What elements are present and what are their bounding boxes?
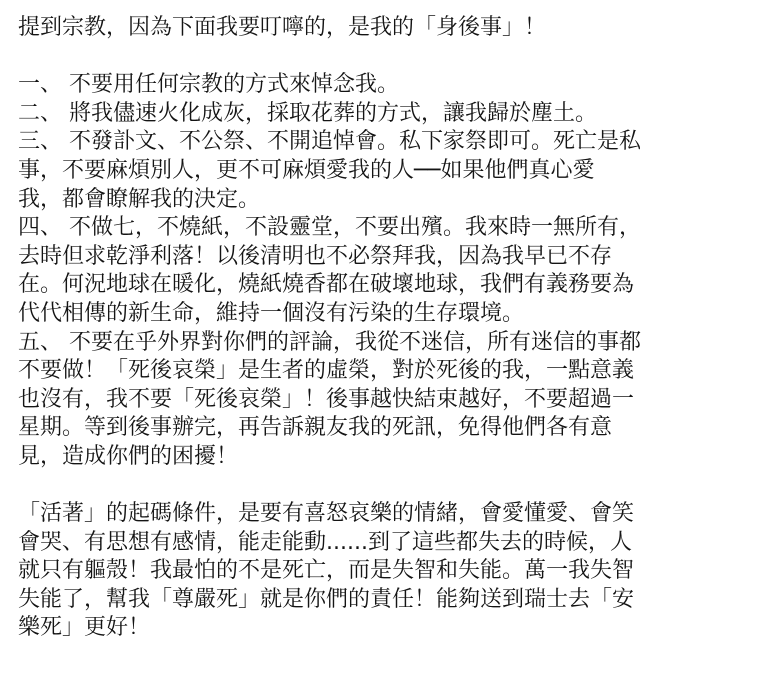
item-1 [18, 71, 746, 100]
item-line: 二、 將我儘速火化成灰，採取花葬的方式，讓我歸於塵土。 [18, 100, 597, 126]
closing-line: 樂死」更好！ [18, 615, 151, 641]
item-3 [18, 128, 746, 214]
heading: 提到宗教，因為下面我要叮嚀的，是我的「身後事」！ [18, 15, 547, 40]
item-line: 三、 不發訃文、不公祭、不開追悼會。私下家祭即可。死亡是私 [18, 129, 641, 155]
item-line: 事，不要麻煩別人，更不可麻煩愛我的人──如果他們真心愛 [18, 157, 595, 183]
item-line: 四、 不做七，不燒紙，不設靈堂，不要出殯。我來時一無所有， [18, 215, 641, 241]
item-2 [18, 100, 746, 129]
blank-line [18, 43, 746, 72]
item-4 [18, 214, 746, 328]
item-5 [18, 329, 746, 472]
blank-line [18, 472, 746, 501]
closing-paragraph [18, 500, 746, 643]
item-line: 也沒有，我不要「死後哀榮」！後事越快結束越好，不要超過一 [18, 386, 635, 412]
closing-line: 就只有軀殼！我最怕的不是死亡，而是失智和失能。萬一我失智 [18, 558, 635, 584]
item-line: 一、 不要用任何宗教的方式來悼念我。 [18, 72, 399, 98]
item-line: 見，造成你們的困擾！ [18, 443, 239, 469]
closing-line: 「活著」的起碼條件，是要有喜怒哀樂的情緒，會愛懂愛、會笑 [18, 501, 635, 527]
item-line: 去時但求乾淨利落！以後清明也不必祭拜我，因為我早已不存 [18, 243, 613, 269]
item-line: 代代相傳的新生命，維持一個沒有污染的生存環境。 [18, 300, 525, 326]
closing-line: 失能了，幫我「尊嚴死」就是你們的責任！能夠送到瑞士去「安 [18, 586, 635, 612]
item-line: 不要做！「死後哀榮」是生者的虛榮，對於死後的我，一點意義 [18, 358, 635, 384]
item-line: 星期。等到後事辦完，再告訴親友我的死訊，免得他們各有意 [18, 415, 613, 441]
item-line: 在。何況地球在暖化，燒紙燒香都在破壞地球，我們有義務要為 [18, 272, 635, 298]
item-line: 我，都會瞭解我的決定。 [18, 186, 261, 212]
item-line: 五、 不要在乎外界對你們的評論，我從不迷信，所有迷信的事都 [18, 329, 641, 355]
document-body [18, 14, 746, 643]
closing-line: 會哭、有思想有感情，能走能動......到了這些都失去的時候，人 [18, 529, 632, 555]
